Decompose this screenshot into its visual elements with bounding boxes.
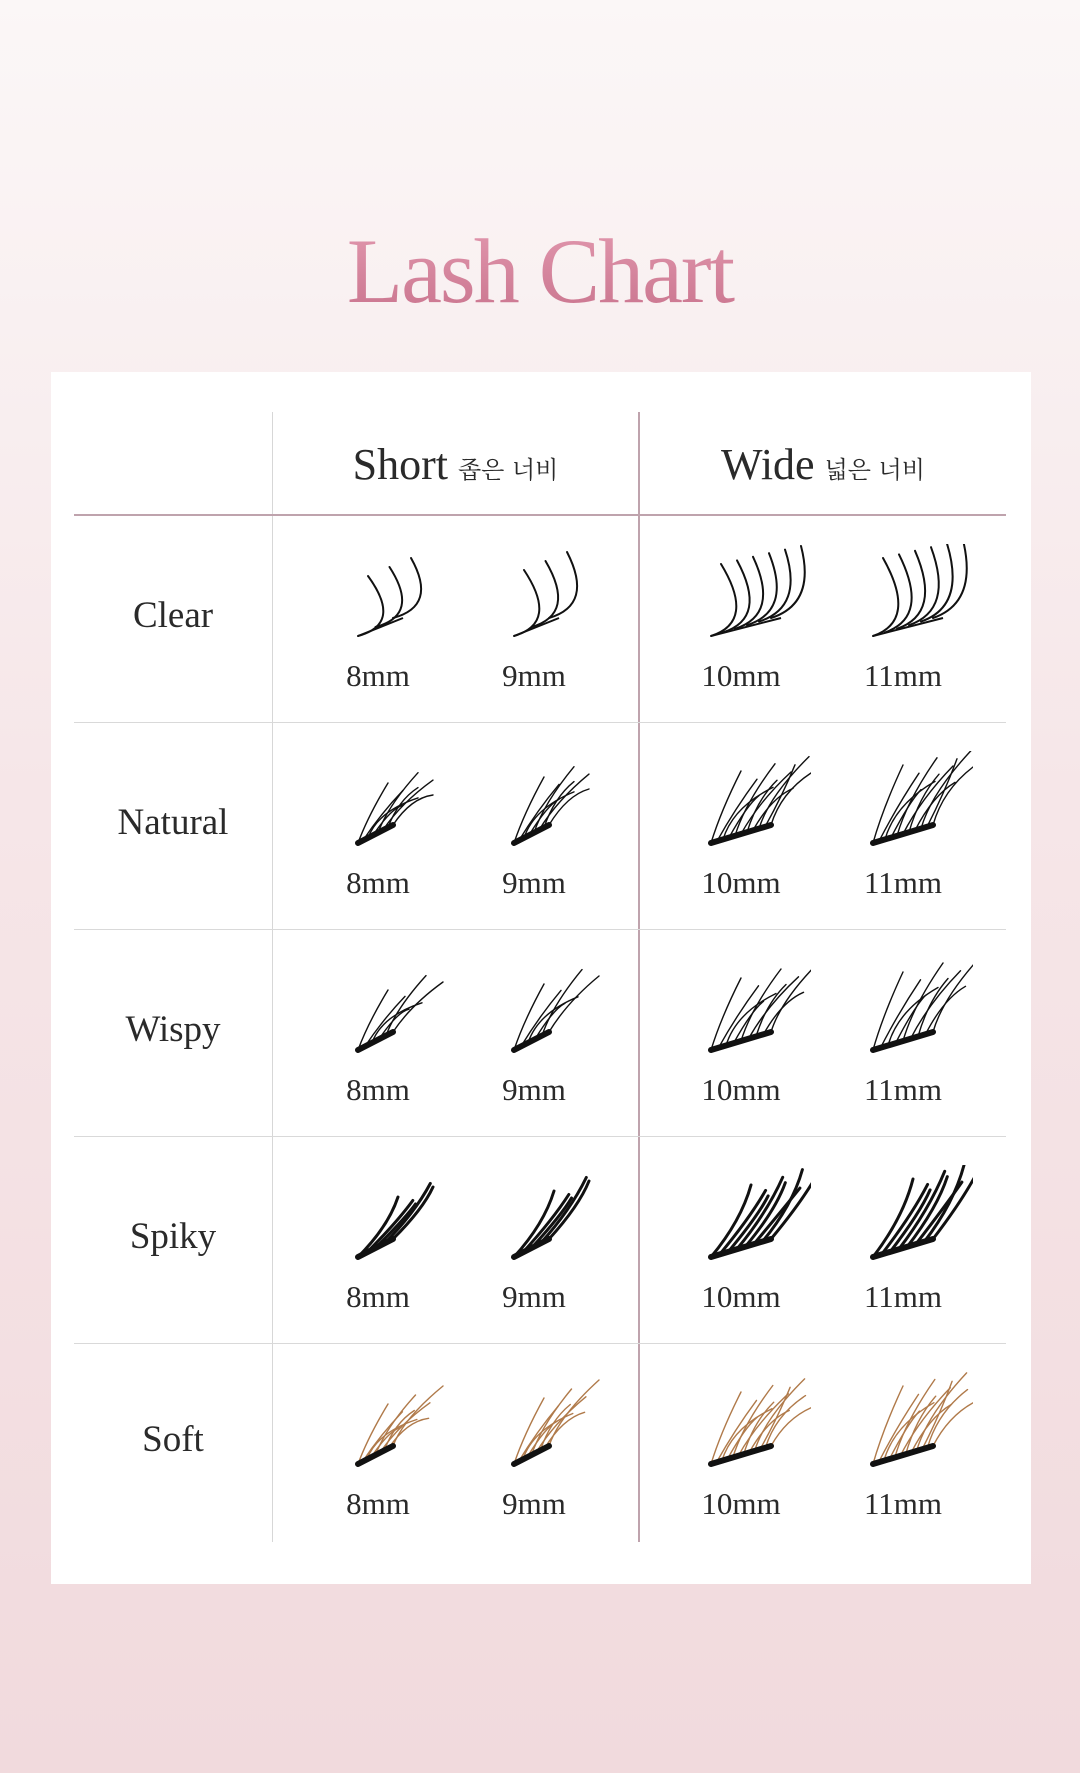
lash-cluster-icon	[863, 958, 973, 1063]
table-row	[74, 723, 1006, 930]
lash-cluster-icon	[338, 544, 448, 649]
lash-cell	[303, 516, 453, 722]
row-label-spiky: Spiky	[129, 1215, 217, 1257]
lash-length-label: 8mm	[346, 1279, 410, 1314]
lash-cell	[666, 930, 816, 1136]
lash-cluster-icon	[863, 1372, 973, 1477]
column-header-short	[273, 412, 638, 516]
lash-cell	[459, 723, 609, 929]
lash-length-label: 8mm	[346, 865, 410, 900]
lash-length-label: 10mm	[701, 1072, 781, 1107]
row-label-clear: Clear	[132, 594, 214, 636]
group-divider	[638, 723, 640, 929]
lash-length-label: 10mm	[701, 1279, 781, 1314]
lash-cluster-icon	[701, 1165, 811, 1270]
lash-cluster-icon	[338, 1372, 448, 1477]
row-label-natural: Natural	[117, 801, 229, 843]
lash-cell	[303, 930, 453, 1136]
table-row	[74, 1137, 1006, 1344]
lash-cell	[828, 516, 978, 722]
lash-cluster-icon	[338, 1165, 448, 1270]
lash-cluster-icon	[494, 751, 604, 856]
lash-cluster-icon	[863, 751, 973, 856]
lash-cell	[828, 930, 978, 1136]
lash-length-label: 11mm	[863, 658, 943, 693]
lash-cell	[828, 1344, 978, 1542]
lash-length-label: 10mm	[701, 1486, 781, 1521]
lash-length-label: 9mm	[502, 1072, 566, 1107]
column-header-short-en: Short	[352, 439, 448, 489]
lash-cell	[666, 516, 816, 722]
lash-cluster-icon	[863, 1165, 973, 1270]
lash-cell	[459, 1344, 609, 1542]
row-label-wispy: Wispy	[125, 1008, 221, 1050]
header-row	[74, 412, 1006, 516]
page-title: Lash Chart	[0, 218, 1080, 324]
lash-cluster-icon	[863, 544, 973, 649]
group-divider	[638, 1344, 640, 1542]
lash-chart-card	[51, 372, 1031, 1584]
table-row	[74, 1344, 1006, 1542]
lash-cluster-icon	[701, 1372, 811, 1477]
row-label-soft: Soft	[142, 1418, 204, 1460]
lash-cluster-icon	[338, 751, 448, 856]
lash-cluster-icon	[494, 958, 604, 1063]
lash-cluster-icon	[494, 1165, 604, 1270]
lash-cluster-icon	[701, 544, 811, 649]
lash-cell	[666, 1344, 816, 1542]
lash-cell	[303, 1137, 453, 1343]
lash-cluster-icon	[701, 958, 811, 1063]
column-divider	[272, 723, 273, 929]
lash-cluster-icon	[338, 958, 448, 1063]
column-divider	[272, 1137, 273, 1343]
lash-cell	[666, 723, 816, 929]
lash-length-label: 11mm	[863, 1072, 943, 1107]
lash-length-label: 11mm	[863, 1279, 943, 1314]
lash-cell	[666, 1137, 816, 1343]
lash-cell	[828, 1137, 978, 1343]
lash-cluster-icon	[494, 544, 604, 649]
lash-cluster-icon	[494, 1372, 604, 1477]
column-header-wide	[640, 412, 1006, 516]
lash-cell	[459, 516, 609, 722]
lash-length-label: 8mm	[346, 1072, 410, 1107]
lash-length-label: 11mm	[863, 865, 943, 900]
column-divider	[272, 930, 273, 1136]
lash-chart-table	[74, 412, 1006, 1542]
group-divider	[638, 1137, 640, 1343]
column-divider	[272, 516, 273, 722]
lash-cluster-icon	[701, 751, 811, 856]
lash-length-label: 9mm	[502, 1486, 566, 1521]
group-divider	[638, 516, 640, 722]
lash-cell	[828, 723, 978, 929]
column-divider	[272, 1344, 273, 1542]
lash-cell	[459, 930, 609, 1136]
lash-length-label: 10mm	[701, 865, 781, 900]
group-divider	[638, 930, 640, 1136]
column-header-short-ko: 좁은 너비	[457, 455, 559, 484]
lash-cell	[459, 1137, 609, 1343]
column-header-wide-ko: 넓은 너비	[824, 455, 925, 484]
lash-cell	[303, 1344, 453, 1542]
lash-cell	[303, 723, 453, 929]
lash-length-label: 11mm	[863, 1486, 943, 1521]
column-header-wide-en: Wide	[721, 439, 815, 489]
lash-length-label: 8mm	[346, 1486, 410, 1521]
table-row	[74, 930, 1006, 1137]
lash-length-label: 9mm	[502, 865, 566, 900]
lash-length-label: 10mm	[701, 658, 781, 693]
table-row	[74, 516, 1006, 723]
lash-length-label: 9mm	[502, 658, 566, 693]
lash-length-label: 8mm	[346, 658, 410, 693]
lash-length-label: 9mm	[502, 1279, 566, 1314]
